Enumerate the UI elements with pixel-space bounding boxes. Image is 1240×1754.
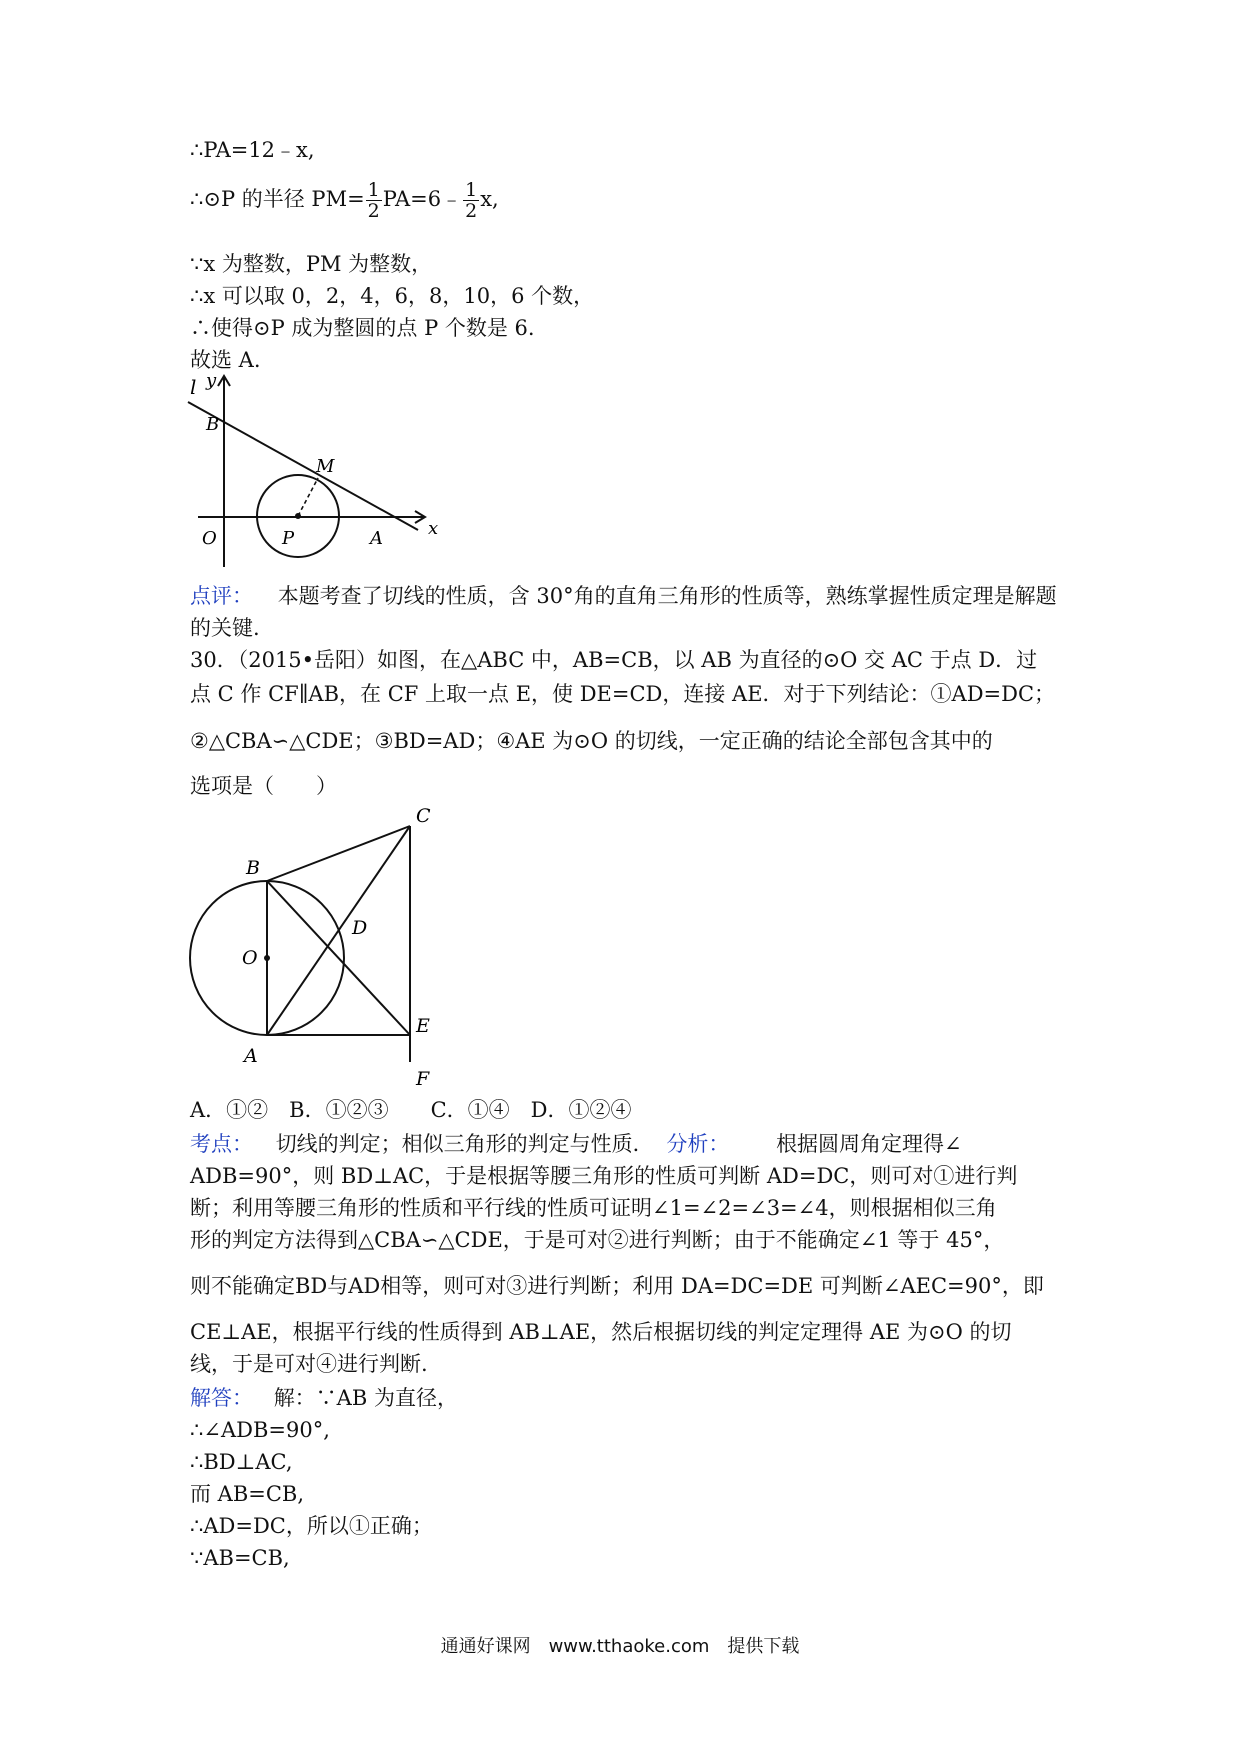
analysis-line-3: 断；利用等腰三角形的性质和平行线的性质可证明∠1=∠2=∠3=∠4，则根据相似三角 bbox=[190, 1196, 997, 1220]
segment-bc bbox=[267, 826, 410, 881]
label-c: C bbox=[416, 805, 431, 827]
radius-text-pre: ∴⊙P 的半径 PM= bbox=[190, 187, 365, 211]
line-l bbox=[188, 402, 418, 530]
figure-circle-triangle bbox=[180, 800, 460, 1090]
analysis-line-5: 则不能确定BD与AD相等，则可对③进行判断；利用 DA=DC=DE 可判断∠AEC=90°，即 bbox=[190, 1274, 1044, 1298]
solution-step-5: ∵AB=CB, bbox=[190, 1546, 290, 1570]
problem-line-1: 30．（2015•岳阳）如图，在△ABC 中，AB=CB，以 AB 为直径的⊙O 交 AC 于点 D．过 bbox=[190, 648, 1038, 672]
radius-text-post: x, bbox=[480, 187, 499, 211]
label-p: P bbox=[282, 528, 295, 549]
analysis-line-4: 形的判定方法得到△CBA∽△CDE，于是可对②进行判断；由于不能确定∠1 等于 45°， bbox=[190, 1228, 1005, 1252]
analysis-line-7: 线，于是可对④进行判断. bbox=[190, 1352, 428, 1376]
fraction-half bbox=[366, 180, 382, 221]
label-b: B bbox=[246, 857, 260, 879]
problem-line-2: 点 C 作 CF∥AB，在 CF 上取一点 E，使 DE=CD，连接 AE．对于下列结论：①AD=DC； bbox=[190, 682, 1056, 706]
fraction-half-2 bbox=[463, 180, 479, 221]
analysis-line-1 bbox=[190, 1130, 962, 1158]
frac-den: 2 bbox=[465, 200, 478, 222]
answer-options: A．①② B．①②③ C．①④ D．①②④ bbox=[190, 1098, 632, 1122]
label-a: A bbox=[370, 528, 383, 549]
analysis-line-2: ADB=90°，则 BD⊥AC，于是根据等腰三角形的性质可判断 AD=DC，则可对①进行判 bbox=[190, 1164, 1018, 1188]
segment-ac bbox=[267, 826, 410, 1035]
label-x: x bbox=[428, 518, 439, 539]
label-b: B bbox=[206, 414, 220, 435]
line-count: ∴使得⊙P 成为整圆的点 P 个数是 6. bbox=[190, 316, 535, 340]
solution-text: 解：∵AB 为直径， bbox=[273, 1386, 458, 1410]
label-a: A bbox=[244, 1045, 258, 1067]
label-f: F bbox=[416, 1068, 430, 1090]
kaodian-label: 考点： bbox=[190, 1132, 253, 1156]
label-y: y bbox=[206, 372, 217, 391]
label-o: O bbox=[202, 528, 217, 549]
solution-line-1 bbox=[190, 1384, 458, 1412]
problem-line-4: 选项是（ ） bbox=[190, 774, 337, 798]
solution-step-1: ∴∠ADB=90°, bbox=[190, 1418, 330, 1442]
kaodian-text: 切线的判定；相似三角形的判定与性质． bbox=[275, 1132, 654, 1156]
fenxi-label: 分析： bbox=[666, 1132, 730, 1156]
review-label: 点评： bbox=[190, 584, 253, 608]
label-d: D bbox=[352, 917, 368, 939]
center-o bbox=[264, 955, 270, 961]
page-footer: 通通好课网 www.tthaoke.com 提供下载 bbox=[440, 1636, 800, 1657]
review-text: 本题考查了切线的性质，含 30°角的直角三角形的性质等，熟练掌握性质定理是解题的关键. bbox=[190, 584, 1057, 640]
label-l: l bbox=[190, 375, 197, 399]
solution-step-4: ∴AD=DC，所以①正确； bbox=[190, 1514, 433, 1538]
analysis-line-6: CE⊥AE，根据平行线的性质得到 AB⊥AE，然后根据切线的判定定理得 AE 为⊙O 的切 bbox=[190, 1320, 1012, 1344]
line-values: ∴x 可以取 0，2，4，6，8，10，6 个数， bbox=[190, 284, 595, 308]
frac-num: 1 bbox=[367, 179, 380, 201]
radius-pm bbox=[298, 478, 318, 516]
radius-text-mid: PA=6﹣ bbox=[382, 187, 463, 211]
label-m: M bbox=[316, 456, 335, 477]
line-pa: ∴PA=12﹣x, bbox=[190, 138, 315, 162]
figure-coordinate-circle bbox=[180, 372, 440, 572]
solution-step-3: 而 AB=CB, bbox=[190, 1482, 305, 1506]
frac-num: 1 bbox=[465, 179, 478, 201]
frac-den: 2 bbox=[367, 200, 380, 222]
solution-step-2: ∴BD⊥AC, bbox=[190, 1450, 293, 1474]
review-block bbox=[190, 580, 1060, 644]
label-o: O bbox=[242, 947, 258, 969]
line-answer: 故选 A. bbox=[190, 348, 261, 372]
fenxi-text: 根据圆周角定理得∠ bbox=[776, 1132, 962, 1156]
problem-line-3: ②△CBA∽△CDE；③BD=AD；④AE 为⊙O 的切线，一定正确的结论全部包含其中的 bbox=[190, 729, 993, 753]
line-integer: ∵x 为整数，PM 为整数， bbox=[190, 252, 433, 276]
segment-bde bbox=[267, 881, 410, 1035]
label-e: E bbox=[416, 1015, 430, 1037]
line-radius bbox=[190, 180, 499, 221]
point-p bbox=[295, 513, 301, 519]
solution-label: 解答： bbox=[190, 1386, 253, 1410]
